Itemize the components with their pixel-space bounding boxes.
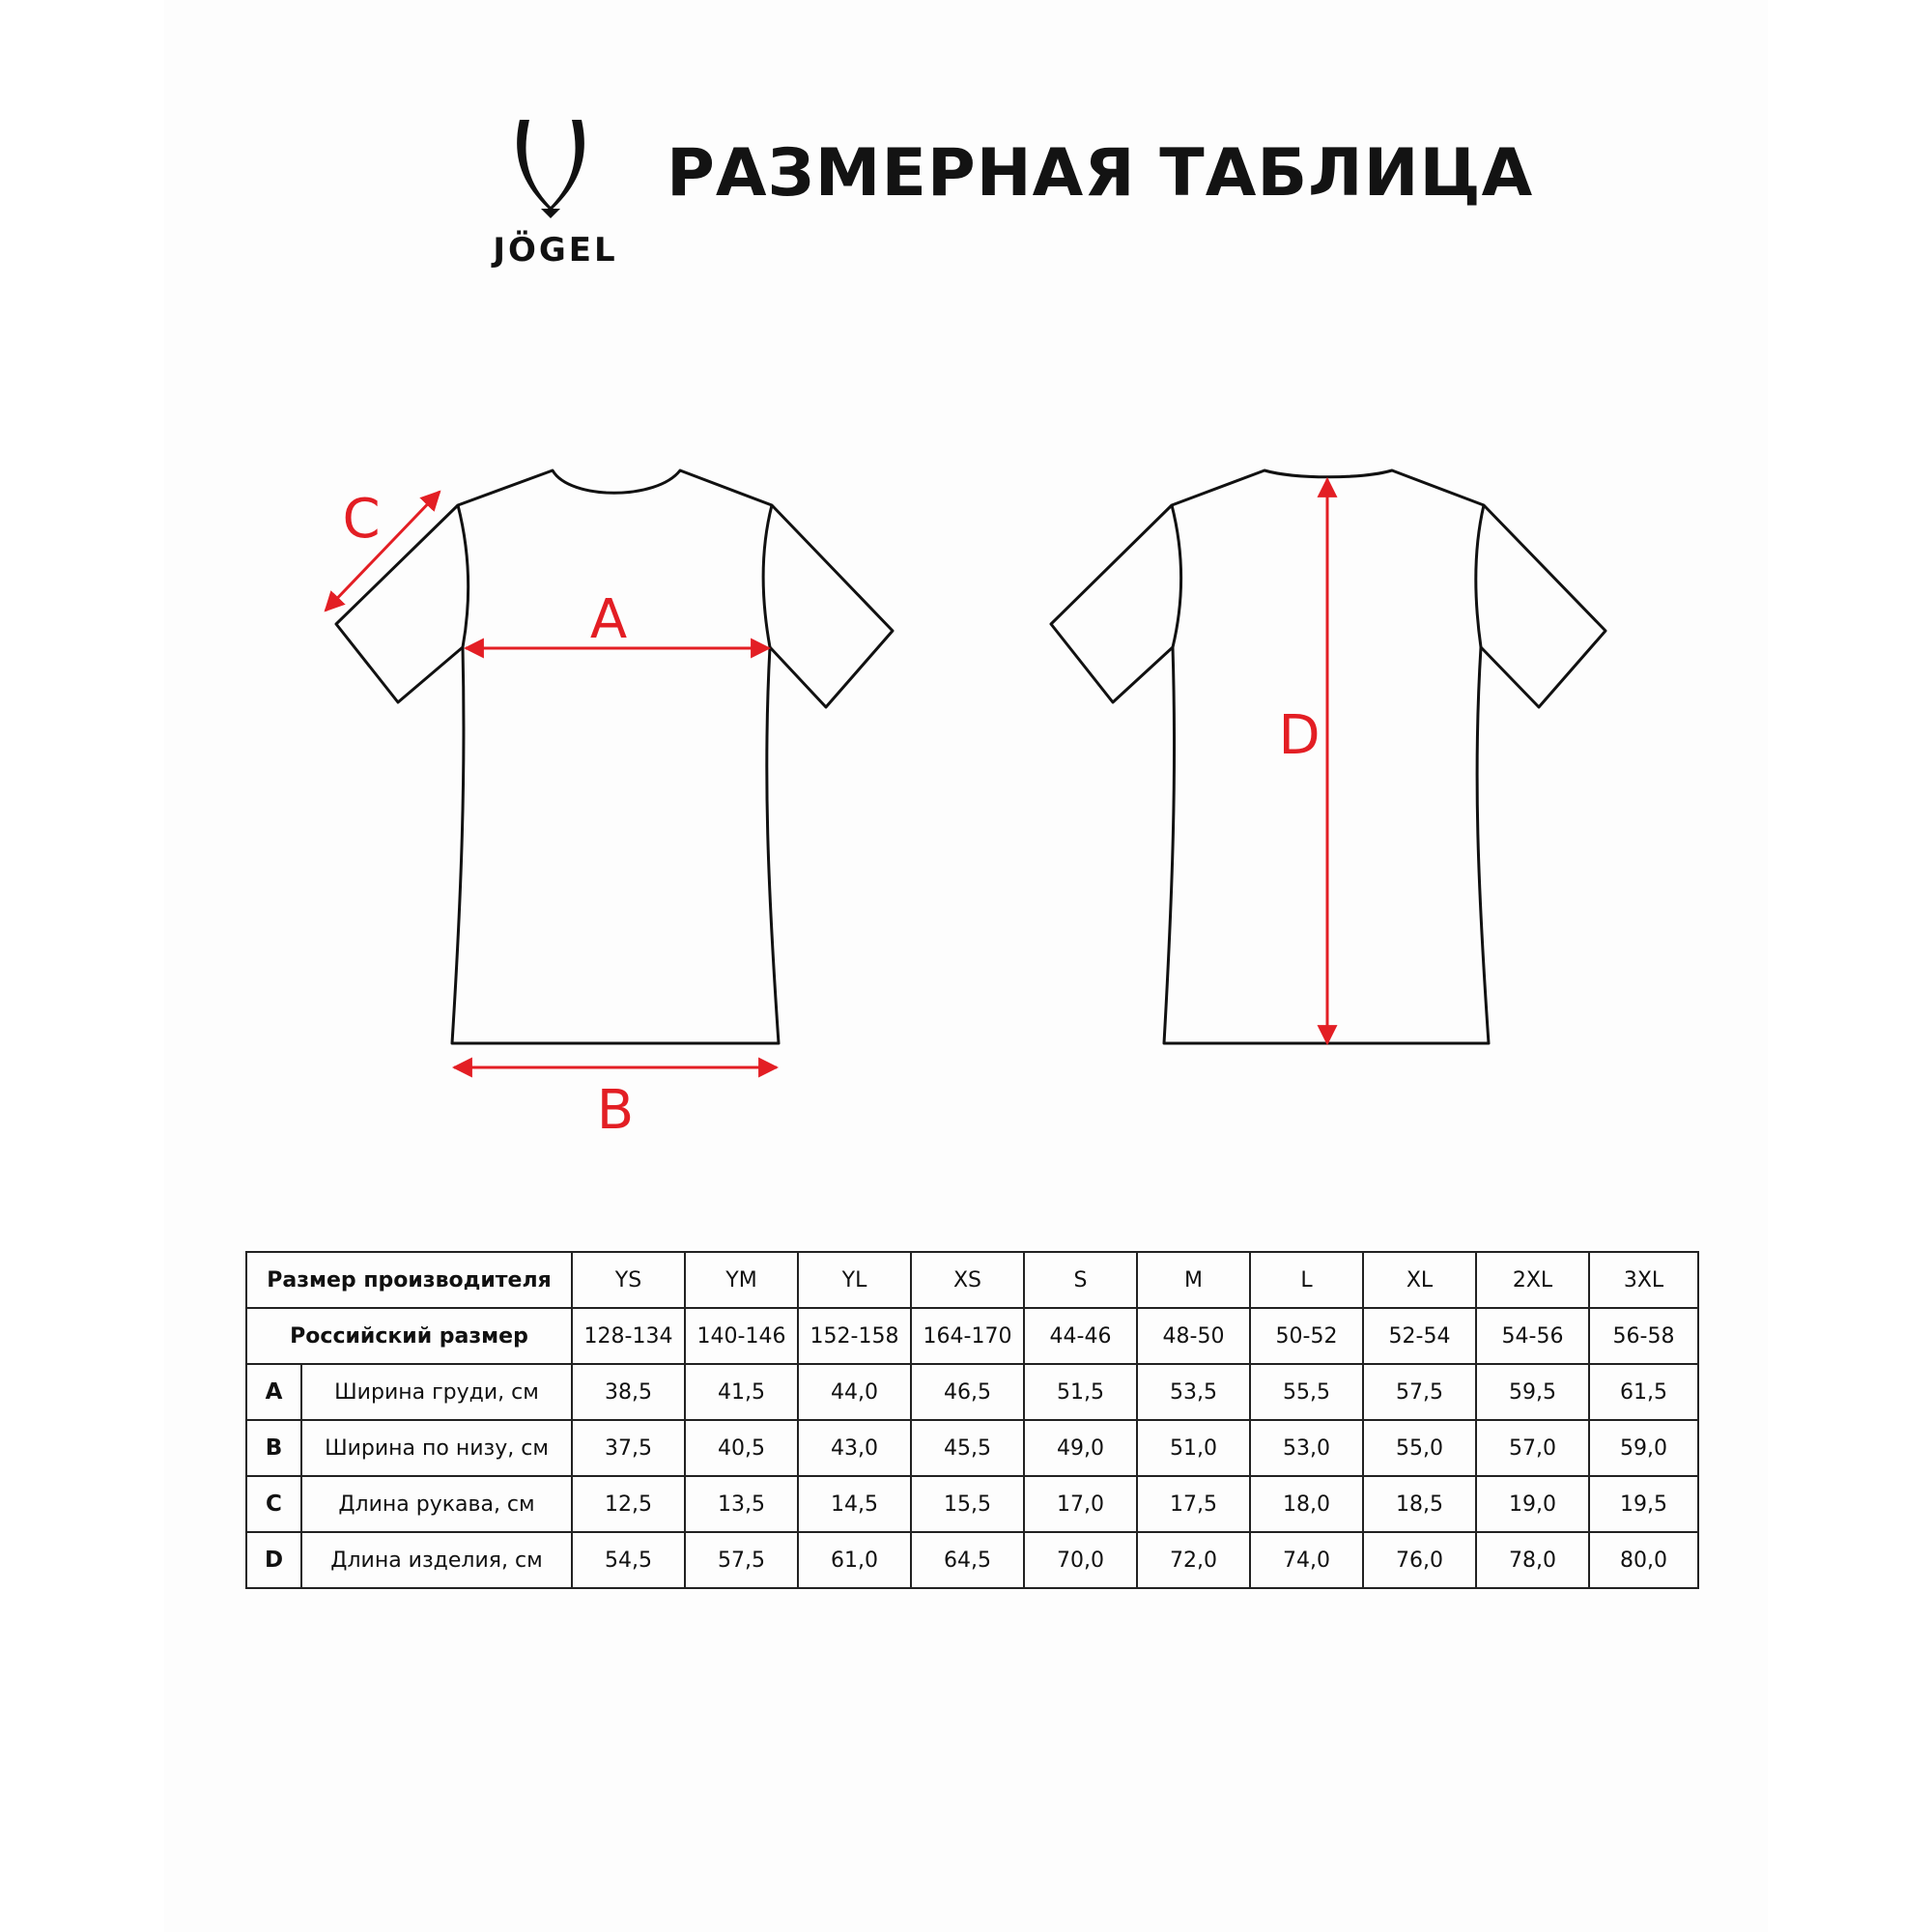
value-cell: 59,0	[1589, 1420, 1698, 1476]
page-title: РАЗМЕРНАЯ ТАБЛИЦА	[667, 135, 1534, 212]
value-cell: 18,5	[1363, 1476, 1476, 1532]
row-label-cell: Длина рукава, см	[301, 1476, 572, 1532]
ru-size-cell: 54-56	[1476, 1308, 1589, 1364]
value-cell: 12,5	[572, 1476, 685, 1532]
value-cell: 49,0	[1024, 1420, 1137, 1476]
value-cell: 45,5	[911, 1420, 1024, 1476]
value-cell: 15,5	[911, 1476, 1024, 1532]
label-a: A	[589, 588, 628, 651]
value-cell: 53,0	[1250, 1420, 1363, 1476]
value-cell: 44,0	[798, 1364, 911, 1420]
size-table	[245, 1251, 1699, 1589]
value-cell: 43,0	[798, 1420, 911, 1476]
label-c: C	[342, 488, 381, 551]
ru-size-label-cell: Российский размер	[246, 1308, 572, 1364]
value-cell: 70,0	[1024, 1532, 1137, 1588]
row-key-cell: C	[246, 1476, 301, 1532]
value-cell: 76,0	[1363, 1532, 1476, 1588]
table-header-row	[246, 1252, 1698, 1308]
size-header-cell: XS	[911, 1252, 1024, 1308]
row-label-cell: Ширина по низу, см	[301, 1420, 572, 1476]
value-cell: 54,5	[572, 1532, 685, 1588]
value-cell: 17,0	[1024, 1476, 1137, 1532]
row-key-cell: B	[246, 1420, 301, 1476]
ru-size-cell: 50-52	[1250, 1308, 1363, 1364]
value-cell: 53,5	[1137, 1364, 1250, 1420]
value-cell: 59,5	[1476, 1364, 1589, 1420]
row-label-cell: Длина изделия, см	[301, 1532, 572, 1588]
value-cell: 17,5	[1137, 1476, 1250, 1532]
size-header-cell: YL	[798, 1252, 911, 1308]
value-cell: 74,0	[1250, 1532, 1363, 1588]
value-cell: 40,5	[685, 1420, 798, 1476]
value-cell: 37,5	[572, 1420, 685, 1476]
size-header-cell: M	[1137, 1252, 1250, 1308]
row-key-cell: D	[246, 1532, 301, 1588]
ru-size-cell: 44-46	[1024, 1308, 1137, 1364]
label-b: B	[596, 1079, 635, 1142]
ru-size-cell: 52-54	[1363, 1308, 1476, 1364]
row-label-cell: Ширина груди, см	[301, 1364, 572, 1420]
ru-size-cell: 128-134	[572, 1308, 685, 1364]
value-cell: 57,5	[685, 1532, 798, 1588]
value-cell: 14,5	[798, 1476, 911, 1532]
value-cell: 55,5	[1250, 1364, 1363, 1420]
ru-size-cell: 48-50	[1137, 1308, 1250, 1364]
value-cell: 38,5	[572, 1364, 685, 1420]
value-cell: 57,0	[1476, 1420, 1589, 1476]
ru-size-cell: 164-170	[911, 1308, 1024, 1364]
size-header-cell: YS	[572, 1252, 685, 1308]
size-header-cell: XL	[1363, 1252, 1476, 1308]
value-cell: 72,0	[1137, 1532, 1250, 1588]
size-header-cell: 3XL	[1589, 1252, 1698, 1308]
brand-text: JÖGEL	[493, 231, 618, 270]
size-header-cell: S	[1024, 1252, 1137, 1308]
row-key-cell: A	[246, 1364, 301, 1420]
size-header-cell: L	[1250, 1252, 1363, 1308]
value-cell: 19,0	[1476, 1476, 1589, 1532]
value-cell: 80,0	[1589, 1532, 1698, 1588]
value-cell: 51,5	[1024, 1364, 1137, 1420]
table-row	[246, 1532, 1698, 1588]
table-row	[246, 1420, 1698, 1476]
value-cell: 64,5	[911, 1532, 1024, 1588]
size-header-cell: 2XL	[1476, 1252, 1589, 1308]
size-header-cell: YM	[685, 1252, 798, 1308]
value-cell: 57,5	[1363, 1364, 1476, 1420]
table-ru-size-row	[246, 1308, 1698, 1364]
value-cell: 19,5	[1589, 1476, 1698, 1532]
value-cell: 41,5	[685, 1364, 798, 1420]
front-tshirt-outline	[336, 470, 893, 1043]
header-label-cell: Размер производителя	[246, 1252, 572, 1308]
ru-size-cell: 140-146	[685, 1308, 798, 1364]
value-cell: 61,0	[798, 1532, 911, 1588]
value-cell: 55,0	[1363, 1420, 1476, 1476]
value-cell: 18,0	[1250, 1476, 1363, 1532]
value-cell: 78,0	[1476, 1532, 1589, 1588]
value-cell: 51,0	[1137, 1420, 1250, 1476]
value-cell: 61,5	[1589, 1364, 1698, 1420]
ru-size-cell: 56-58	[1589, 1308, 1698, 1364]
value-cell: 13,5	[685, 1476, 798, 1532]
label-d: D	[1278, 704, 1321, 767]
ru-size-cell: 152-158	[798, 1308, 911, 1364]
table-row	[246, 1476, 1698, 1532]
table-row	[246, 1364, 1698, 1420]
value-cell: 46,5	[911, 1364, 1024, 1420]
